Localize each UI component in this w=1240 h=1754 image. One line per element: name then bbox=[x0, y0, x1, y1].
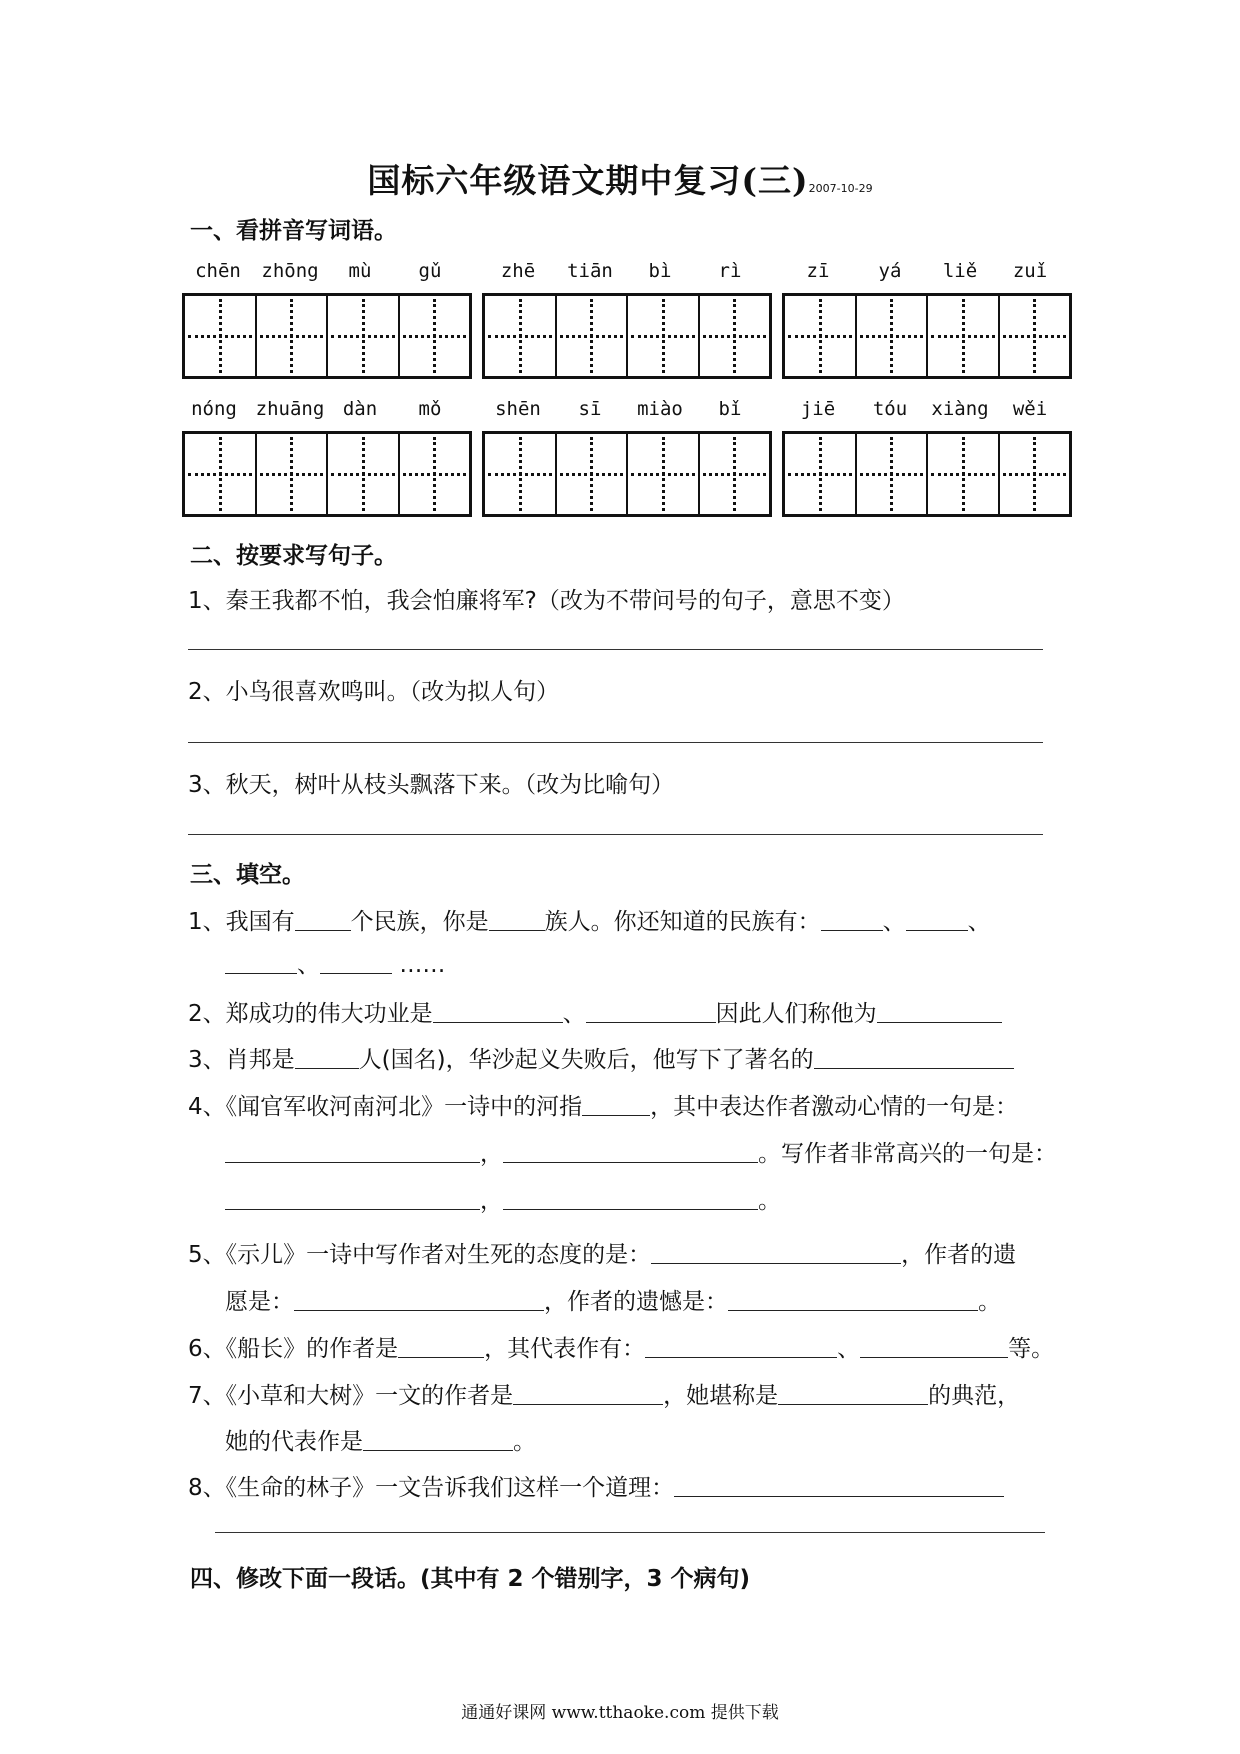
pinyin-group bbox=[782, 260, 1072, 290]
pinyin-group bbox=[782, 398, 1072, 428]
section-1-heading: 一、看拼音写词语。 bbox=[190, 218, 397, 244]
fill-item-1 bbox=[188, 903, 991, 936]
fill-blank[interactable] bbox=[645, 1335, 837, 1358]
fill-separator: 、 bbox=[562, 1001, 586, 1027]
fill-blank[interactable] bbox=[877, 1000, 1002, 1023]
tianzige-cell[interactable] bbox=[185, 434, 255, 514]
writing-box[interactable] bbox=[182, 293, 472, 379]
writing-box[interactable] bbox=[482, 431, 772, 517]
pinyin-label: mǒ bbox=[418, 398, 442, 420]
tianzige-cell[interactable] bbox=[485, 296, 555, 376]
fill-blank[interactable] bbox=[295, 1046, 359, 1069]
pinyin-row-1 bbox=[182, 260, 1082, 290]
fill-text: 。 bbox=[978, 1289, 1001, 1315]
answer-line[interactable] bbox=[215, 1532, 1045, 1533]
pinyin-label: shēn bbox=[495, 398, 541, 420]
tianzige-cell[interactable] bbox=[785, 296, 855, 376]
fill-blank[interactable] bbox=[513, 1382, 663, 1405]
fill-ellipsis: …… bbox=[399, 952, 446, 978]
fill-text: ，作者的遗憾是： bbox=[544, 1289, 728, 1315]
tianzige-cell[interactable] bbox=[326, 296, 398, 376]
tianzige-cell[interactable] bbox=[398, 296, 470, 376]
page-footer: 通通好课网 www.tthaoke.com 提供下载 bbox=[461, 1703, 779, 1723]
pinyin-label: liě bbox=[942, 260, 978, 282]
pinyin-label: miào bbox=[637, 398, 683, 420]
pinyin-label: chēn bbox=[195, 260, 241, 282]
pinyin-label: xiàng bbox=[931, 398, 989, 420]
writing-box[interactable] bbox=[782, 293, 1072, 379]
fill-blank[interactable] bbox=[225, 1140, 480, 1163]
fill-blank[interactable] bbox=[225, 1187, 480, 1210]
fill-text: 8、《生命的林子》一文告诉我们这样一个道理： bbox=[188, 1475, 675, 1501]
fill-text: ，其代表作有： bbox=[484, 1336, 646, 1362]
fill-separator: 、 bbox=[297, 952, 320, 978]
tianzige-cell[interactable] bbox=[998, 434, 1070, 514]
fill-text: 1、我国有 bbox=[188, 909, 295, 935]
fill-text: ，作者的遗 bbox=[901, 1242, 1017, 1268]
sentence-item-3: 3、秋天，树叶从枝头飘落下来。（改为比喻句） bbox=[188, 772, 675, 798]
fill-blank[interactable] bbox=[363, 1428, 513, 1451]
writing-box[interactable] bbox=[182, 431, 472, 517]
pinyin-label: zhuāng bbox=[255, 398, 325, 420]
fill-text: 2、郑成功的伟大功业是 bbox=[188, 1001, 433, 1027]
fill-blank[interactable] bbox=[294, 1288, 544, 1311]
pinyin-label: zuǐ bbox=[1012, 260, 1048, 282]
fill-text: ，其中表达作者激动心情的一句是： bbox=[650, 1094, 1019, 1120]
pinyin-group bbox=[482, 260, 772, 290]
fill-item-7-cont bbox=[225, 1423, 536, 1456]
pinyin-label: tiān bbox=[567, 260, 613, 282]
fill-blank[interactable] bbox=[728, 1288, 978, 1311]
pinyin-label: zhōng bbox=[261, 260, 319, 282]
fill-text: 5、《示儿》一诗中写作者对生死的态度的是： bbox=[188, 1242, 652, 1268]
tianzige-cell[interactable] bbox=[926, 296, 998, 376]
pinyin-label: zī bbox=[806, 260, 830, 282]
pinyin-label: gǔ bbox=[418, 260, 442, 282]
fill-item-4 bbox=[188, 1088, 1018, 1121]
fill-text: 4、《闻官军收河南河北》一诗中的河指 bbox=[188, 1094, 583, 1120]
pinyin-label: mù bbox=[348, 260, 372, 282]
fill-blank[interactable] bbox=[778, 1382, 928, 1405]
fill-blank[interactable] bbox=[320, 951, 392, 974]
fill-item-1-cont bbox=[225, 946, 445, 979]
fill-separator: 、 bbox=[967, 909, 991, 935]
tianzige-cell[interactable] bbox=[998, 296, 1070, 376]
fill-text: 族人。你还知道的民族有： bbox=[544, 909, 821, 935]
tianzige-cell[interactable] bbox=[555, 434, 627, 514]
tianzige-cell[interactable] bbox=[555, 296, 627, 376]
writing-grid-row-2 bbox=[182, 431, 1082, 517]
answer-line[interactable] bbox=[188, 649, 1043, 650]
fill-blank[interactable] bbox=[225, 951, 297, 974]
fill-text: 她的代表作是 bbox=[225, 1429, 363, 1455]
title-text: 国标六年级语文期中复习(三) bbox=[367, 161, 809, 200]
writing-grid-row-1 bbox=[182, 293, 1082, 379]
sentence-item-2: 2、小鸟很喜欢鸣叫。（改为拟人句） bbox=[188, 679, 560, 705]
tianzige-cell[interactable] bbox=[626, 296, 698, 376]
tianzige-cell[interactable] bbox=[698, 296, 770, 376]
fill-item-5 bbox=[188, 1236, 1016, 1269]
writing-box[interactable] bbox=[782, 431, 1072, 517]
fill-blank[interactable] bbox=[860, 1335, 1008, 1358]
pinyin-group bbox=[182, 398, 472, 428]
fill-text: 个民族，你是 bbox=[350, 909, 489, 935]
pinyin-label: sī bbox=[578, 398, 602, 420]
tianzige-cell[interactable] bbox=[785, 434, 855, 514]
fill-text: ，她堪称是 bbox=[663, 1383, 779, 1409]
tianzige-cell[interactable] bbox=[626, 434, 698, 514]
fill-item-5-cont bbox=[225, 1283, 1001, 1316]
tianzige-cell[interactable] bbox=[326, 434, 398, 514]
fill-text: ， bbox=[480, 1188, 503, 1214]
fill-item-8 bbox=[188, 1469, 1004, 1502]
fill-separator: 、 bbox=[837, 1336, 861, 1362]
answer-line[interactable] bbox=[188, 834, 1043, 835]
section-2-heading: 二、按要求写句子。 bbox=[190, 543, 397, 569]
pinyin-label: yá bbox=[878, 260, 902, 282]
tianzige-cell[interactable] bbox=[926, 434, 998, 514]
page-title bbox=[0, 155, 1240, 202]
tianzige-cell[interactable] bbox=[255, 296, 327, 376]
fill-blank[interactable] bbox=[814, 1046, 1014, 1069]
fill-blank[interactable] bbox=[503, 1187, 758, 1210]
fill-blank[interactable] bbox=[582, 1093, 650, 1116]
pinyin-group bbox=[482, 398, 772, 428]
fill-text: 愿是： bbox=[225, 1289, 294, 1315]
pinyin-label: dàn bbox=[342, 398, 378, 420]
pinyin-label: rì bbox=[718, 260, 742, 282]
pinyin-label: bǐ bbox=[718, 398, 742, 420]
pinyin-group bbox=[182, 260, 472, 290]
fill-blank[interactable] bbox=[906, 908, 968, 931]
fill-text: ， bbox=[480, 1141, 503, 1167]
tianzige-cell[interactable] bbox=[855, 296, 927, 376]
fill-item-3 bbox=[188, 1041, 1014, 1074]
fill-blank[interactable] bbox=[586, 1000, 716, 1023]
fill-blank[interactable] bbox=[821, 908, 883, 931]
sentence-item-1: 1、秦王我都不怕，我会怕廉将军?（改为不带问号的句子，意思不变） bbox=[188, 588, 905, 614]
tianzige-cell[interactable] bbox=[485, 434, 555, 514]
fill-text: 的典范， bbox=[928, 1383, 1021, 1409]
pinyin-label: tóu bbox=[872, 398, 908, 420]
fill-text: 。写作者非常高兴的一句是： bbox=[758, 1141, 1057, 1167]
fill-item-7 bbox=[188, 1377, 1020, 1410]
fill-blank[interactable] bbox=[489, 908, 545, 931]
tianzige-cell[interactable] bbox=[698, 434, 770, 514]
fill-text: 。 bbox=[513, 1429, 536, 1455]
fill-text: 3、肖邦是 bbox=[188, 1047, 295, 1073]
section-3-heading: 三、填空。 bbox=[190, 862, 305, 888]
pinyin-row-2 bbox=[182, 398, 1082, 428]
fill-blank[interactable] bbox=[433, 1000, 563, 1023]
fill-text: 等。 bbox=[1008, 1336, 1055, 1362]
pinyin-label: bì bbox=[648, 260, 672, 282]
fill-blank[interactable] bbox=[398, 1335, 484, 1358]
title-date: 2007-10-29 bbox=[808, 182, 873, 195]
pinyin-label: nóng bbox=[191, 398, 237, 420]
fill-text: 7、《小草和大树》一文的作者是 bbox=[188, 1383, 514, 1409]
fill-text: 人(国名)，华沙起义失败后，他写下了著名的 bbox=[358, 1047, 814, 1073]
tianzige-cell[interactable] bbox=[855, 434, 927, 514]
pinyin-label: jiē bbox=[800, 398, 836, 420]
fill-item-4-cont-1 bbox=[225, 1135, 1057, 1168]
pinyin-label: wěi bbox=[1012, 398, 1048, 420]
fill-item-4-cont-2 bbox=[225, 1182, 781, 1215]
answer-line[interactable] bbox=[188, 742, 1043, 743]
pinyin-label: zhē bbox=[500, 260, 536, 282]
fill-item-2 bbox=[188, 995, 1002, 1028]
fill-blank[interactable] bbox=[295, 908, 351, 931]
fill-blank[interactable] bbox=[651, 1241, 901, 1264]
section-4-heading: 四、修改下面一段话。(其中有 2 个错别字，3 个病句) bbox=[190, 1566, 751, 1592]
fill-text: 6、《船长》的作者是 bbox=[188, 1336, 399, 1362]
fill-text: 。 bbox=[758, 1188, 781, 1214]
fill-blank[interactable] bbox=[674, 1474, 1004, 1497]
fill-blank[interactable] bbox=[503, 1140, 758, 1163]
writing-box[interactable] bbox=[482, 293, 772, 379]
fill-separator: 、 bbox=[882, 909, 906, 935]
tianzige-cell[interactable] bbox=[398, 434, 470, 514]
fill-item-6 bbox=[188, 1330, 1054, 1363]
fill-text: 因此人们称他为 bbox=[715, 1001, 877, 1027]
tianzige-cell[interactable] bbox=[255, 434, 327, 514]
tianzige-cell[interactable] bbox=[185, 296, 255, 376]
